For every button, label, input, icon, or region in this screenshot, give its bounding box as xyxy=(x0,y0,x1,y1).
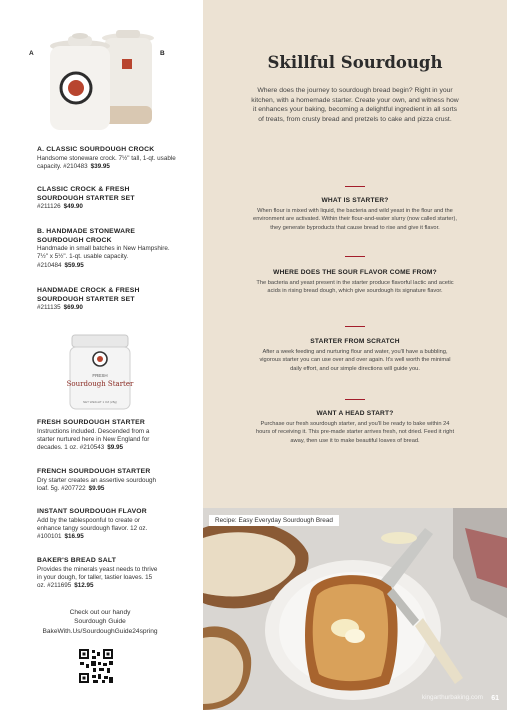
product-desc: Handmade in small batches in New Hampshire. 7½" x 5½". 1-qt. usable capacity. #210484 xyxy=(37,245,170,269)
product-price: $9.95 xyxy=(88,484,105,492)
product-price: $9.95 xyxy=(107,444,123,452)
product-fresh-starter xyxy=(37,419,162,452)
product-bread-salt xyxy=(37,557,162,590)
section-divider xyxy=(345,399,365,400)
section-heading-head-start: WANT A HEAD START? xyxy=(316,410,394,417)
product-name: B. HANDMADE STONEWARE SOURDOUGH CROCK xyxy=(37,228,136,244)
product-column xyxy=(0,0,203,710)
product-classic-crock-set xyxy=(37,186,157,211)
crock-a-label: A xyxy=(29,50,34,57)
section-divider xyxy=(345,326,365,327)
section-body-head-start: Purchase our fresh sourdough starter, and you'll be ready to bake within 24 hours of receiving it. This pre-made starter arrives fresh, not dried. Feed it right away, then use it to make beautiful loaves of bread. xyxy=(255,421,455,444)
section-divider xyxy=(345,256,365,257)
product-name: BAKER'S BREAD SALT xyxy=(37,557,117,564)
product-desc: Dry starter creates an assertive sourdough loaf. 5g. #207722 xyxy=(37,476,156,492)
product-price: $16.95 xyxy=(64,533,84,541)
product-desc: #211126 xyxy=(37,203,61,210)
section-heading-sour-flavor: WHERE DOES THE SOUR FLAVOR COME FROM? xyxy=(273,269,437,276)
product-french-starter xyxy=(37,468,159,493)
product-price: $69.90 xyxy=(63,304,83,311)
recipe-link[interactable]: Recipe: Easy Everyday Sourdough Bread xyxy=(209,515,339,526)
product-price: $39.95 xyxy=(90,162,110,170)
section-heading-what-is-starter: WHAT IS STARTER? xyxy=(321,197,389,204)
product-handmade-crock-set xyxy=(37,287,157,312)
product-desc: #211135 xyxy=(37,304,61,311)
product-desc: Add by the tablespoonful to create or enhance tangy sourdough flavor. 12 oz. #100101 xyxy=(37,516,148,541)
section-heading-from-scratch: STARTER FROM SCRATCH xyxy=(310,338,400,345)
crock-b-label: B xyxy=(160,50,165,57)
guide-line-1: Check out our handy xyxy=(69,609,131,616)
product-price: $12.95 xyxy=(74,582,94,590)
page-number: 61 xyxy=(491,695,499,702)
toast-and-butter-image xyxy=(203,508,507,710)
site-watermark: kingarthurbaking.com xyxy=(421,694,483,701)
sourdough-guide-callout xyxy=(30,608,170,636)
article-panel xyxy=(203,0,507,508)
sourdough-starter-jar-image xyxy=(60,333,140,411)
product-name: A. CLASSIC SOURDOUGH CROCK xyxy=(37,146,155,153)
product-instant-flavor xyxy=(37,508,162,541)
qr-code-icon[interactable] xyxy=(78,648,114,684)
product-desc: Instructions included. Descended from a starter nurtured here in New England for decades. 1 oz. #210543 xyxy=(37,427,150,452)
product-handmade-crock xyxy=(37,228,170,270)
section-body-what-is-starter: When flour is mixed with liquid, the bacteria and wild yeast in the flour and the environment are activated. Within their flour-and-water slurry (now called starter), they generate byproducts that cause bread to rise and give it flavor. xyxy=(253,208,457,231)
guide-line-2: Sourdough Guide xyxy=(74,618,126,626)
section-divider xyxy=(345,186,365,187)
jar-label-title: Sourdough Starter xyxy=(66,380,134,388)
product-name: FRENCH SOURDOUGH STARTER xyxy=(37,468,151,475)
product-classic-crock xyxy=(37,146,197,171)
product-name: INSTANT SOURDOUGH FLAVOR xyxy=(37,508,147,515)
bread-photo xyxy=(203,508,507,710)
article-intro: Where does the journey to sourdough bread begin? Right in your kitchen, with a homemade starter. Create your own, and witness how it enhances your baking, becoming a delightful ingredient in all sorts of treats, from crusty bread and pretzels to cake and pizza crust. xyxy=(251,87,459,123)
product-price: $59.95 xyxy=(64,261,84,269)
jar-label-weight: NET WEIGHT 1 OZ (28g) xyxy=(82,400,118,404)
sourdough-crocks-image xyxy=(34,26,172,134)
guide-url-link[interactable]: BakeWith.Us/SourdoughGuide24spring xyxy=(42,627,158,635)
product-price: $49.90 xyxy=(63,203,83,210)
section-body-sour-flavor: The bacteria and yeast present in the starter produce flavorful lactic and acetic acids in rising bread dough, which give sourdough its signature flavor. xyxy=(256,280,454,295)
jar-label-small: FRESH xyxy=(92,373,108,378)
product-name: HANDMADE CROCK & FRESH SOURDOUGH STARTER SET xyxy=(37,287,140,303)
product-name: CLASSIC CROCK & FRESH SOURDOUGH STARTER SET xyxy=(37,186,135,202)
article-title: Skillful Sourdough xyxy=(267,53,443,72)
section-body-from-scratch: After a week feeding and nurturing flour and water, you'll have a bubbling, vigorous starter you can use over and over again. It's well worth the minimal daily effort, and our simple directions will guide you. xyxy=(259,349,451,372)
product-desc: Handsome stoneware crock. 7½" tall, 1-qt. usable capacity. #210483 xyxy=(37,154,176,170)
product-name: FRESH SOURDOUGH STARTER xyxy=(37,419,145,426)
product-desc: Provides the minerals yeast needs to thrive in your dough, for taller, tastier loaves. 15 oz. #211695 xyxy=(37,565,158,590)
